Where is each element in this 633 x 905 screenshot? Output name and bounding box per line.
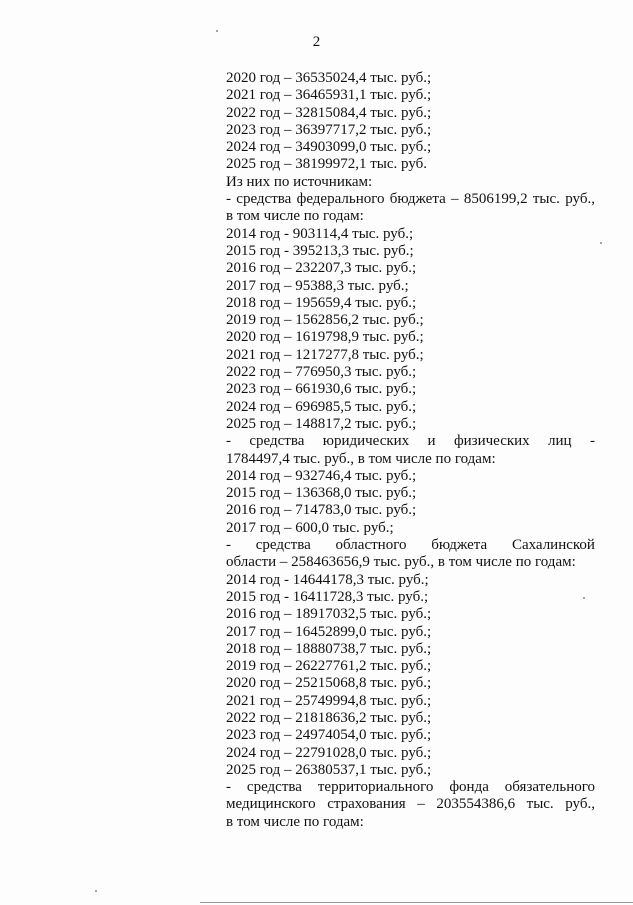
federal-budget-tail: в том числе по годам: bbox=[226, 208, 364, 225]
year-amount-line: 2015 год – 136368,0 тыс. руб.; bbox=[226, 485, 417, 502]
text-line: 2020 год – 36535024,4 тыс. руб.; bbox=[226, 70, 432, 86]
year-amount-line: 2015 год - 395213,3 тыс. руб.; bbox=[226, 242, 414, 259]
year-amount-line: 2018 год – 195659,4 тыс. руб.; bbox=[226, 294, 417, 311]
justified-word: - bbox=[226, 779, 231, 796]
justified-word: обязательного bbox=[504, 779, 595, 796]
justified-word: средства bbox=[236, 191, 292, 208]
scan-speck bbox=[95, 890, 97, 892]
insurance-fund-tail: в том числе по годам: bbox=[226, 813, 364, 830]
justified-word: – bbox=[451, 191, 459, 208]
year-amount-line: 2025 год – 26380537,1 тыс. руб.; bbox=[226, 761, 432, 778]
year-amount-line: 2021 год – 25749994,8 тыс. руб.; bbox=[226, 692, 432, 709]
justified-word: лиц bbox=[548, 433, 572, 450]
justified-word: 203554386,6 bbox=[436, 796, 516, 813]
document-body bbox=[226, 70, 595, 831]
justified-word: средства bbox=[249, 433, 305, 450]
year-amount-line: 2014 год – 932746,4 тыс. руб.; bbox=[226, 467, 417, 484]
text-line: 2022 год – 32815084,4 тыс. руб.; bbox=[226, 104, 432, 121]
year-amount-line: 2016 год – 18917032,5 тыс. руб.; bbox=[226, 606, 432, 623]
scan-edge-line bbox=[200, 902, 633, 903]
text-line: 2025 год – 38199972,1 тыс. руб. bbox=[226, 156, 428, 173]
justified-word: средства bbox=[246, 779, 302, 796]
year-amount-line: 2017 год – 16452899,0 тыс. руб.; bbox=[226, 623, 432, 640]
legal-entities-heading bbox=[226, 433, 595, 450]
legal-entities-paragraph bbox=[226, 433, 595, 468]
justified-word: юридических bbox=[322, 433, 410, 450]
justified-word: - bbox=[226, 537, 231, 554]
year-amount-line: 2024 год – 696985,5 тыс. руб.; bbox=[226, 398, 417, 415]
year-amount-line: 2018 год – 18880738,7 тыс. руб.; bbox=[226, 640, 432, 657]
year-amount-line: 2022 год – 776950,3 тыс. руб.; bbox=[226, 364, 417, 381]
legal-entities-years bbox=[226, 468, 595, 537]
year-amount-line: 2015 год - 16411728,3 тыс. руб.; bbox=[226, 588, 429, 605]
justified-word: и bbox=[427, 433, 436, 450]
year-amount-line: 2025 год – 148817,2 тыс. руб.; bbox=[226, 415, 417, 432]
legal-entities-tail: 1784497,4 тыс. руб., в том числе по годам: bbox=[226, 450, 496, 467]
year-amount-line: 2024 год – 22791028,0 тыс. руб.; bbox=[226, 744, 432, 761]
federal-budget-paragraph bbox=[226, 191, 595, 226]
scan-speck bbox=[600, 242, 602, 244]
scan-speck bbox=[583, 597, 585, 599]
justified-word: - bbox=[226, 191, 231, 208]
text-line: 2021 год – 36465931,1 тыс. руб.; bbox=[226, 87, 432, 104]
regional-budget-heading bbox=[226, 537, 595, 554]
justified-word: руб., bbox=[565, 191, 595, 208]
federal-budget-years bbox=[226, 226, 595, 434]
justified-word: средства bbox=[255, 537, 311, 554]
justified-word: фонда bbox=[449, 779, 489, 796]
text-line: 2024 год – 34903099,0 тыс. руб.; bbox=[226, 139, 432, 156]
justified-word: - bbox=[589, 433, 595, 450]
regional-budget-tail: области – 258463656,9 тыс. руб., в том числе по годам: bbox=[226, 554, 576, 571]
justified-word: тыс. bbox=[526, 796, 554, 813]
justified-word: бюджета bbox=[389, 191, 446, 208]
page-number: 2 bbox=[312, 34, 321, 50]
year-amount-line: 2023 год – 661930,6 тыс. руб.; bbox=[226, 381, 417, 398]
justified-word: страхования bbox=[327, 796, 406, 813]
justified-word: – bbox=[417, 796, 425, 813]
text-line: 2023 год – 36397717,2 тыс. руб.; bbox=[226, 121, 432, 138]
justified-word: Сахалинской bbox=[511, 537, 595, 554]
year-amount-line: 2020 год – 25215068,8 тыс. руб.; bbox=[226, 675, 432, 692]
text-line: Из них по источникам: bbox=[226, 173, 373, 190]
year-amount-line: 2016 год – 714783,0 тыс. руб.; bbox=[226, 502, 417, 519]
year-amount-line: 2021 год – 1217277,8 тыс. руб.; bbox=[226, 346, 424, 363]
insurance-fund-paragraph bbox=[226, 779, 595, 831]
year-amount-line: 2016 год – 232207,3 тыс. руб.; bbox=[226, 260, 417, 277]
total-by-year-list bbox=[226, 70, 595, 191]
year-amount-line: 2017 год – 600,0 тыс. руб.; bbox=[226, 519, 394, 536]
justified-word: тыс. bbox=[532, 191, 560, 208]
justified-word: - bbox=[226, 433, 231, 450]
federal-budget-heading bbox=[226, 191, 595, 208]
insurance-fund-heading-2 bbox=[226, 796, 595, 813]
justified-word: областного bbox=[335, 537, 407, 554]
justified-word: федерального bbox=[296, 191, 385, 208]
justified-word: 8506199,2 bbox=[463, 191, 528, 208]
scan-speck bbox=[216, 30, 218, 32]
year-amount-line: 2019 год – 26227761,2 тыс. руб.; bbox=[226, 658, 432, 675]
year-amount-line: 2019 год – 1562856,2 тыс. руб.; bbox=[226, 312, 424, 329]
year-amount-line: 2020 год – 1619798,9 тыс. руб.; bbox=[226, 329, 424, 346]
justified-word: медицинского bbox=[226, 796, 316, 813]
year-amount-line: 2014 год - 903114,4 тыс. руб.; bbox=[226, 225, 414, 242]
year-amount-line: 2014 год - 14644178,3 тыс. руб.; bbox=[226, 571, 429, 588]
regional-budget-paragraph bbox=[226, 537, 595, 572]
justified-word: бюджета bbox=[431, 537, 488, 554]
justified-word: территориального bbox=[317, 779, 434, 796]
insurance-fund-heading-1 bbox=[226, 779, 595, 796]
year-amount-line: 2023 год – 24974054,0 тыс. руб.; bbox=[226, 727, 432, 744]
year-amount-line: 2022 год – 21818636,2 тыс. руб.; bbox=[226, 709, 432, 726]
year-amount-line: 2017 год – 95388,3 тыс. руб.; bbox=[226, 277, 409, 294]
regional-budget-years bbox=[226, 572, 595, 780]
justified-word: руб., bbox=[565, 796, 595, 813]
justified-word: физических bbox=[453, 433, 530, 450]
